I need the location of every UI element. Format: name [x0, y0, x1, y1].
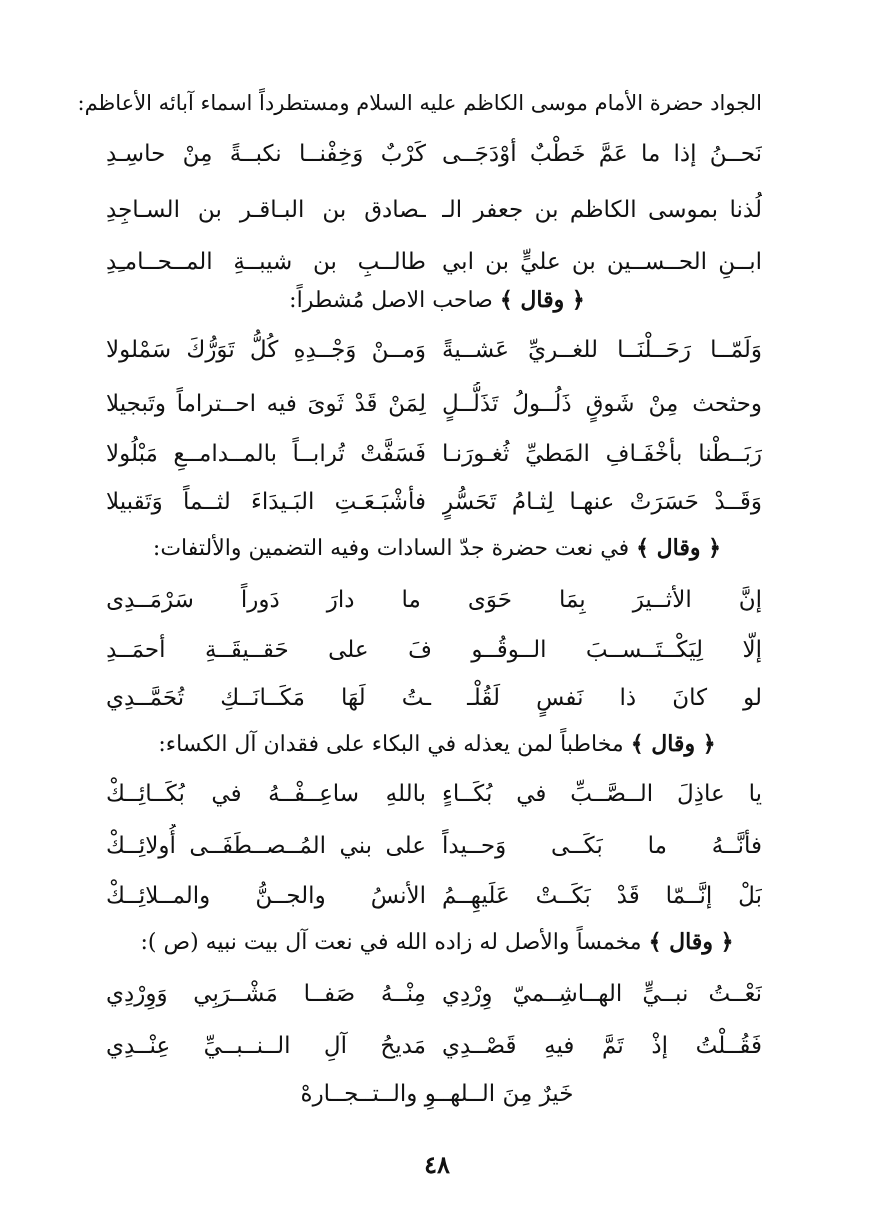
word: على — [328, 637, 369, 663]
verse-2-1 — [106, 328, 762, 372]
page-number: ٤٨ — [424, 1150, 450, 1179]
hemistich-second: كَرْبٌ وَخِفْنــا نكبــةً مِنْ حاسِـدِ — [106, 141, 426, 167]
verse-3-3 — [106, 676, 762, 720]
intro-line: الجواد حضرة الأمام موسى الكاظم عليه السلام ومستطرداً اسماء آبائه الأعاظم: — [77, 91, 762, 115]
word: سَرْمَــدِى — [106, 587, 194, 613]
section-heading-3 — [100, 532, 774, 565]
hemistich-second: ـصادق بن البـاقـر بن السـاجِدِ — [106, 197, 426, 223]
hemistich-second: الأنسُ والجــنُّ والمــلائِــكْ — [106, 883, 426, 909]
hemistich-second: على بني المُــصــطَفَــى أُولائِــكْ — [106, 833, 426, 859]
hemistich-second: وَمــنْ وَجْــدِهِ كُلُّ تَوَرُّكَ سَمْلولا — [106, 337, 426, 363]
heading-text: مخاطباً لمن يعذله في البكاء على فقدان آل الكساء: — [158, 732, 624, 757]
word: لِيَكْــتَــســبَ — [585, 637, 704, 663]
verse-2-4 — [106, 480, 762, 524]
heading-said: ﴿ وقال ﴾ — [630, 731, 716, 757]
word: كانَ — [672, 685, 708, 711]
word: مَكَــانَــكِ — [220, 685, 305, 711]
hemistich-first: لُذنا بموسى الكاظم بن جعفر الـ — [442, 197, 762, 223]
hemistich-first: رَبَــطْنا بأخْفَـافِ المَطيِّ ثُغـورَنـا — [442, 441, 762, 467]
hemistich-second: لِمَنْ قَدْ ثَوىَ فيه احــتراماً وتَبجيلا — [106, 391, 426, 417]
verse-3-2 — [106, 628, 762, 672]
hemistich-first: فَقُــلْتُ إذْ تَمَّ فيهِ قَصْــدِي — [442, 1033, 762, 1059]
word: ـتُ — [401, 685, 432, 711]
hemistich-second: فَسَفَّتْ تُرابــاً بالمــدامــعِ مَبْلُولا — [106, 441, 426, 467]
hemistich-first: ابــنِ الحــســين بن عليٍّ بن ابي — [442, 249, 762, 275]
word: أحمَــدِ — [106, 637, 166, 663]
word: إلّا — [742, 637, 762, 663]
word: ما — [401, 587, 421, 613]
hemistich-second: مَديحُ آلِ الــنــبــيِّ عِنْــدِي — [106, 1033, 426, 1059]
word: بِمَا — [558, 587, 586, 613]
heading-said: ﴿ وقال ﴾ — [648, 929, 734, 955]
hemistich-second: طالــبِ بن شيبــةِ المــحــامـِدِ — [106, 249, 426, 275]
verse-5-1 — [106, 972, 762, 1016]
word: لو — [743, 685, 762, 711]
word: حَوَى — [467, 587, 512, 613]
word: حَقــيقَــةِ — [204, 637, 289, 663]
word: دَوراً — [240, 587, 280, 613]
verse-2-3 — [106, 432, 762, 476]
heading-text: مخمساً والأصل له زاده الله في نعت آل بيت نبيه (ص ): — [140, 930, 642, 955]
heading-text: في نعت حضرة جدّ السادات وفيه التضمين والألتفات: — [152, 536, 630, 561]
hemistich-first: وحثحث مِنْ شَوقٍ ذَلُــولُ تَذَلُّــلٍ — [442, 391, 762, 417]
hemistich-second: مِنْــهُ صَفــا مَشْــرَبِي وَوِرْدِي — [106, 981, 426, 1007]
verse-4-1 — [106, 772, 762, 816]
verse-1-2 — [106, 188, 762, 232]
heading-said: ﴿ وقال ﴾ — [636, 535, 722, 561]
word: الأثــيرَ — [632, 587, 692, 613]
word: نَفسٍ — [536, 685, 584, 711]
heading-said: ﴿ وقال ﴾ — [499, 287, 585, 313]
word: إنَّ — [738, 587, 762, 613]
hemistich-first: بَلْ إنَّــمّا قَدْ بَكَــتْ عَلَيهِــمُ — [442, 883, 762, 909]
hemistich-second: فأشْبَـعَـتِ البَـيدَاءَ لثــماً وَتَقبيلا — [106, 489, 426, 515]
word: ذا — [619, 685, 637, 711]
word: لَهَا — [341, 685, 366, 711]
verse-1-3 — [106, 240, 762, 284]
word: دارَ — [326, 587, 355, 613]
hemistich-first: يا عاذِلَ الــصَّــبِّ في بُكَــاءٍ — [442, 781, 762, 807]
heading-text: صاحب الاصل مُشطراً: — [289, 288, 493, 313]
verse-5-2 — [106, 1024, 762, 1068]
section-heading-5 — [100, 926, 774, 959]
hemistich-first: فأنَّــهُ ما بَكَــى وَحــيداً — [442, 833, 762, 859]
hemistich-first: نَعْــتُ نبــيٍّ الهــاشِــميّ وِرْدِي — [442, 981, 762, 1007]
verse-4-3 — [106, 874, 762, 918]
word: الــوقُــو — [471, 637, 547, 663]
hemistich-first: نَحــنُ إذا ما عَمَّ خَطْبٌ أوْدَجَــى — [442, 141, 762, 167]
verse-2-2 — [106, 382, 762, 426]
section-heading-2 — [100, 284, 774, 317]
verse-3-1 — [106, 578, 762, 622]
verse-5-single: خَيرٌ مِنَ الــلهــوِ والــتــجــارهْ — [300, 1081, 574, 1107]
hemistich-first: وَقَــدْ حَسَرَتْ عنهـا لِثـامُ تَحَسُّرٍ — [442, 489, 762, 515]
hemistich-first: وَلَمّــا رَحَــلْنَــا للغــريِّ عَشــيةً — [442, 337, 762, 363]
word: لَقُلْـ — [467, 685, 501, 711]
verse-4-2 — [106, 824, 762, 868]
hemistich-second: باللهِ ساعِــفْــهُ في بُكَــائِــكْ — [106, 781, 426, 807]
section-heading-4 — [100, 728, 774, 761]
verse-1-1 — [106, 132, 762, 176]
word: تُحَمَّــدِي — [106, 685, 185, 711]
word: فَ — [408, 637, 432, 663]
